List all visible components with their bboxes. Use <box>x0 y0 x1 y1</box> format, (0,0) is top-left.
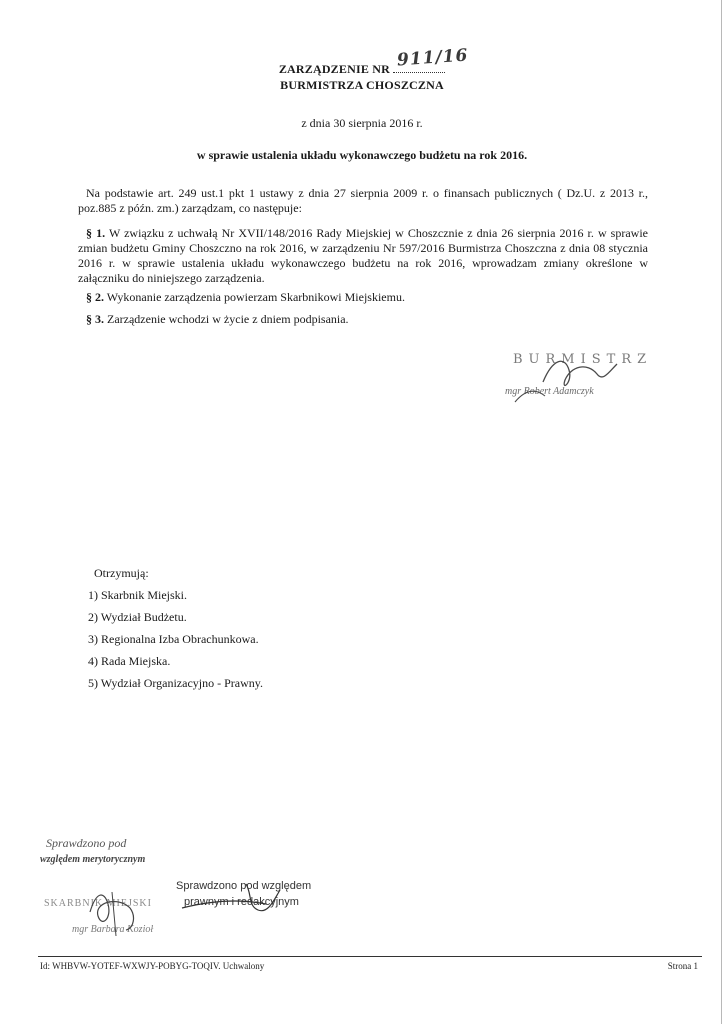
recipient-item: 3) Regionalna Izba Obrachunkowa. <box>88 632 259 646</box>
footer-document-id: Id: WHBVW-YOTEF-WXWJY-POBYG-TOQIV. Uchwalony <box>40 961 265 971</box>
document-title <box>0 45 724 77</box>
recipients-list <box>88 562 263 694</box>
recipient-item: 4) Rada Miejska. <box>88 654 171 668</box>
seal-right-line1: Sprawdzono pod względem <box>176 880 312 892</box>
footer-page-number: Strona 1 <box>667 961 698 971</box>
paragraph-3-text: Zarządzenie wchodzi w życie z dniem podpisania. <box>107 312 349 326</box>
seal-left-line2: względem merytorycznym <box>40 854 146 865</box>
recipient-item: 1) Skarbnik Miejski. <box>88 588 187 602</box>
issuer-title: BURMISTRZA CHOSZCZNA <box>280 78 444 92</box>
seal-right-line2: prawnym i redakcyjnym <box>184 896 299 908</box>
legal-seal <box>176 880 316 920</box>
legal-signature <box>176 880 316 920</box>
paragraph-3-label: § 3. <box>86 312 104 326</box>
seal-left-line1: Sprawdzono pod <box>46 836 127 850</box>
handwritten-number: 911/16 <box>396 45 470 71</box>
title-prefix: ZARZĄDZENIE NR <box>278 62 390 76</box>
recipient-item: 5) Wydział Organizacyjno - Prawny. <box>88 676 264 690</box>
stamp-name: mgr Robert Adamczyk <box>505 386 594 397</box>
paragraph-1 <box>78 226 648 286</box>
stamp-title: BURMISTRZ <box>513 352 653 367</box>
mayor-signature <box>505 352 655 412</box>
paragraph-2-text: Wykonanie zarządzenia powierzam Skarbnikowi Miejskiemu. <box>106 290 405 304</box>
paragraph-2-label: § 2. <box>86 290 104 304</box>
issue-date: z dnia 30 sierpnia 2016 r. <box>301 116 423 130</box>
title-block <box>0 45 724 93</box>
seal-left-line3: SKARBNIK MIEJSKI <box>44 898 152 909</box>
footer-divider <box>38 956 702 957</box>
recipient-item: 2) Wydział Budżetu. <box>88 610 187 624</box>
subject-line: w sprawie ustalenia układu wykonawczego budżetu na rok 2016. <box>196 148 528 162</box>
paragraph-1-label: § 1. <box>86 226 106 240</box>
paragraph-3 <box>78 312 648 327</box>
seal-left-line4: mgr Barbara Kozioł <box>72 924 154 935</box>
paragraph-1-text: W związku z uchwałą Nr XVII/148/2016 Rady Miejskiej w Choszcznie z dnia 26 sierpnia 2016 r. w sprawie zmian budżetu Gminy Choszczno na rok 2016, w zarządzeniu Nr 597/2016 Burmistrza Choszczna z dnia 08 stycznia 2016 r. w sprawie ustalenia układu wykonawczego budżetu na rok 2016, wprowadzam zmiany określone w załączniku do niniejszego zarządzenia. <box>78 226 649 285</box>
document-number <box>393 45 470 77</box>
paragraph-2 <box>78 290 648 305</box>
legal-basis: Na podstawie art. 249 ust.1 pkt 1 ustawy z dnia 27 sierpnia 2009 r. o finansach publicznych ( Dz.U. z 2013 r., poz.885 z późn. zm.) zarządzam, co następuje: <box>78 186 648 215</box>
recipients-heading: Otrzymują: <box>94 566 149 580</box>
mayor-stamp <box>505 352 655 412</box>
treasurer-seal <box>38 832 178 942</box>
treasurer-signature <box>38 832 178 942</box>
